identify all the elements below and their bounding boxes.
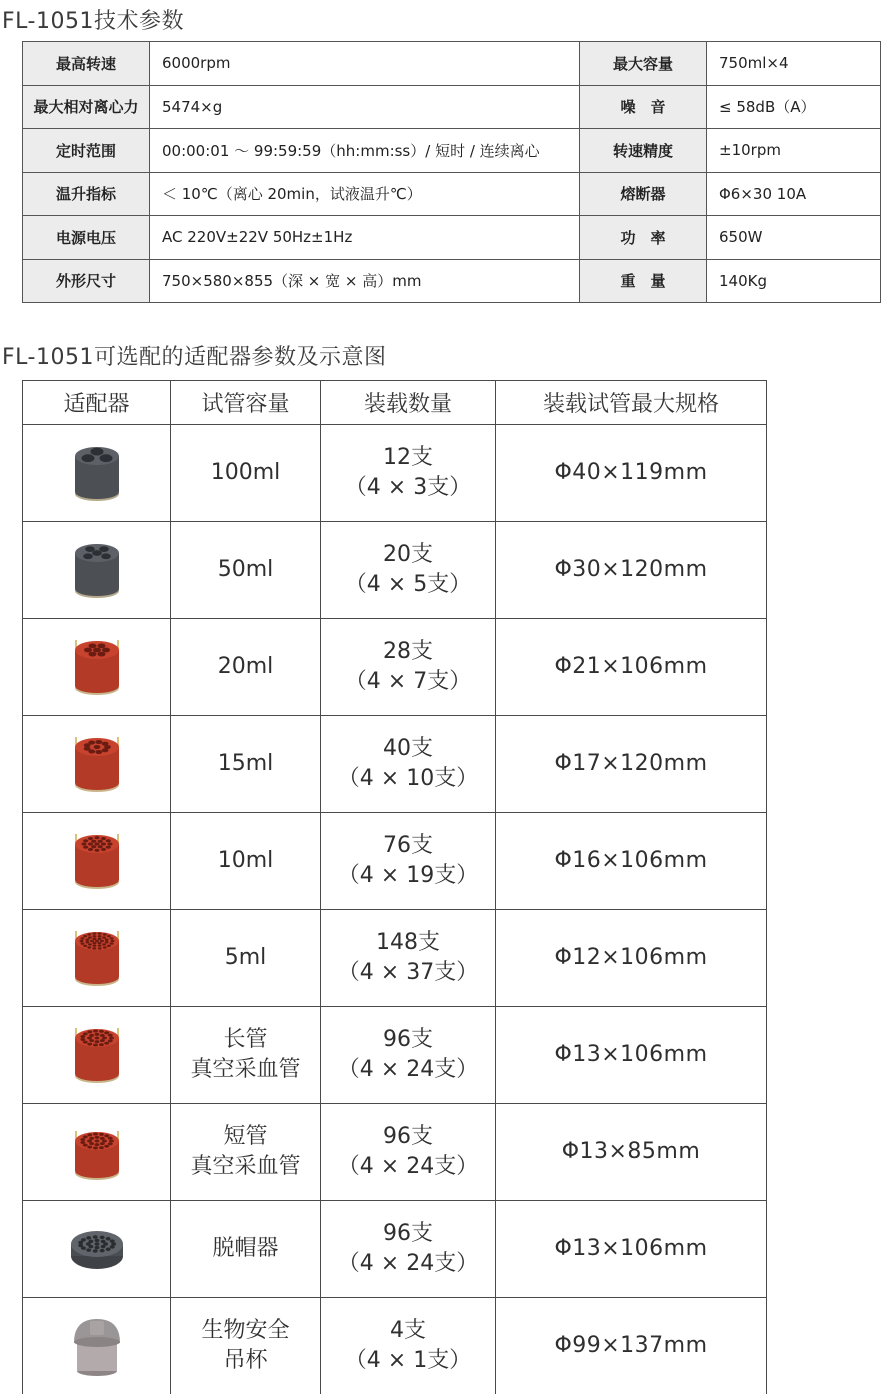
capacity-text: 短管: [223, 1124, 268, 1149]
adapter-red-37hole-icon: [62, 923, 132, 993]
adapter-red-24hole-long-icon: [62, 1020, 132, 1090]
spec-label: 定时范围: [23, 129, 150, 173]
spec-value: 5474×g: [150, 85, 580, 129]
spec-value: Φ6×30 10A: [707, 172, 881, 216]
capacity-text: 10ml: [217, 848, 274, 873]
count-cell: [321, 910, 496, 1007]
max-spec-cell: Φ30×120mm: [496, 522, 767, 619]
count-total: 4支: [390, 1318, 426, 1343]
adapter-row: [23, 619, 767, 716]
spec-value: 140Kg: [707, 259, 881, 303]
count-cell: [321, 1007, 496, 1104]
count-detail: （4 × 24支）: [337, 1154, 479, 1179]
adapter-image-cell: [23, 1298, 171, 1394]
count-detail: （4 × 24支）: [337, 1251, 479, 1276]
capacity-text: 真空采血管: [190, 1154, 301, 1179]
adapter-image-cell: [23, 522, 171, 619]
count-total: 96支: [383, 1124, 433, 1149]
max-spec-cell: Φ13×85mm: [496, 1104, 767, 1201]
count-total: 76支: [383, 833, 433, 858]
capacity-cell: [171, 1298, 321, 1394]
adapter-row: [23, 1007, 767, 1104]
spec-label: 熔断器: [580, 172, 707, 216]
header-adapter: 适配器: [23, 381, 171, 425]
count-detail: （4 × 24支）: [337, 1057, 479, 1082]
adapter-red-10hole-icon: [62, 729, 132, 799]
count-cell: [321, 1298, 496, 1394]
adapter-row: [23, 1201, 767, 1298]
spec-value: 6000rpm: [150, 42, 580, 86]
adapter-row: [23, 425, 767, 522]
adapter-red-19hole-icon: [62, 826, 132, 896]
adapter-image-cell: [23, 1201, 171, 1298]
adapter-image-cell: [23, 1104, 171, 1201]
spec-value: AC 220V±22V 50Hz±1Hz: [150, 216, 580, 260]
count-detail: （4 × 1支）: [344, 1348, 472, 1373]
count-cell: [321, 716, 496, 813]
spec-label: 最大相对离心力: [23, 85, 150, 129]
spec-value: 00:00:01 ～ 99:59:59（hh:mm:ss）/ 短时 / 连续离心: [150, 129, 580, 173]
spec-value: 750ml×4: [707, 42, 881, 86]
adapter-row: [23, 910, 767, 1007]
capacity-text: 15ml: [217, 751, 274, 776]
adapter-image-cell: [23, 813, 171, 910]
adapter-row: [23, 1298, 767, 1394]
adapter-row: [23, 1104, 767, 1201]
capacity-text: 50ml: [217, 557, 274, 582]
header-count: 装载数量: [321, 381, 496, 425]
capacity-cell: [171, 813, 321, 910]
adapter-table: [22, 380, 767, 1394]
header-capacity: 试管容量: [171, 381, 321, 425]
capacity-cell: [171, 1104, 321, 1201]
capacity-text: 100ml: [210, 460, 281, 485]
max-spec-cell: Φ16×106mm: [496, 813, 767, 910]
count-total: 148支: [376, 930, 440, 955]
count-detail: （4 × 10支）: [337, 766, 479, 791]
count-cell: [321, 522, 496, 619]
max-spec-cell: Φ12×106mm: [496, 910, 767, 1007]
capacity-cell: [171, 716, 321, 813]
decapper-gray-icon: [62, 1214, 132, 1284]
capacity-cell: [171, 619, 321, 716]
max-spec-cell: Φ13×106mm: [496, 1007, 767, 1104]
count-cell: [321, 813, 496, 910]
count-cell: [321, 619, 496, 716]
adapter-gray-5hole-icon: [62, 535, 132, 605]
adapter-table-header: [23, 381, 767, 425]
spec-label: 最大容量: [580, 42, 707, 86]
adapter-row: [23, 716, 767, 813]
spec-table: [22, 41, 881, 303]
spec-label: 功 率: [580, 216, 707, 260]
count-total: 12支: [383, 445, 433, 470]
capacity-text: 吊杯: [223, 1348, 268, 1373]
spec-label: 电源电压: [23, 216, 150, 260]
max-spec-cell: Φ13×106mm: [496, 1201, 767, 1298]
capacity-text: 脱帽器: [212, 1236, 279, 1261]
adapter-image-cell: [23, 1007, 171, 1104]
adapter-image-cell: [23, 910, 171, 1007]
adapter-red-7hole-icon: [62, 632, 132, 702]
adapter-red-24hole-short-icon: [62, 1117, 132, 1187]
spec-section-title: FL-1051技术参数: [2, 9, 184, 34]
adapter-image-cell: [23, 716, 171, 813]
header-max-spec: 装载试管最大规格: [496, 381, 767, 425]
adapter-image-cell: [23, 425, 171, 522]
spec-row: [23, 172, 881, 216]
spec-value: 650W: [707, 216, 881, 260]
adapter-image-cell: [23, 619, 171, 716]
spec-row: [23, 129, 881, 173]
capacity-cell: [171, 1007, 321, 1104]
spec-label: 外形尺寸: [23, 259, 150, 303]
spec-value: 750×580×855（深 × 宽 × 高）mm: [150, 259, 580, 303]
spec-row: [23, 216, 881, 260]
count-detail: （4 × 3支）: [344, 475, 472, 500]
spec-value: ≤ 58dB（A）: [707, 85, 881, 129]
capacity-text: 真空采血管: [190, 1057, 301, 1082]
count-total: 96支: [383, 1027, 433, 1052]
capacity-text: 5ml: [224, 945, 267, 970]
capacity-cell: [171, 522, 321, 619]
count-total: 20支: [383, 542, 433, 567]
count-detail: （4 × 37支）: [337, 960, 479, 985]
capacity-text: 长管: [223, 1027, 268, 1052]
count-detail: （4 × 19支）: [337, 863, 479, 888]
biosafety-bucket-icon: [62, 1311, 132, 1381]
adapter-row: [23, 813, 767, 910]
count-cell: [321, 425, 496, 522]
capacity-text: 20ml: [217, 654, 274, 679]
spec-value: ＜ 10℃（离心 20min，试液温升℃）: [150, 172, 580, 216]
spec-label: 温升指标: [23, 172, 150, 216]
adapter-row: [23, 522, 767, 619]
count-total: 40支: [383, 736, 433, 761]
spec-row: [23, 259, 881, 303]
max-spec-cell: Φ99×137mm: [496, 1298, 767, 1394]
spec-label: 转速精度: [580, 129, 707, 173]
max-spec-cell: Φ21×106mm: [496, 619, 767, 716]
spec-label: 噪 音: [580, 85, 707, 129]
max-spec-cell: Φ40×119mm: [496, 425, 767, 522]
count-detail: （4 × 7支）: [344, 669, 472, 694]
count-cell: [321, 1104, 496, 1201]
count-cell: [321, 1201, 496, 1298]
capacity-text: 生物安全: [201, 1318, 290, 1343]
spec-row: [23, 85, 881, 129]
adapter-section-title: FL-1051可选配的适配器参数及示意图: [2, 345, 387, 370]
adapter-gray-4hole-icon: [62, 438, 132, 508]
max-spec-cell: Φ17×120mm: [496, 716, 767, 813]
capacity-cell: [171, 425, 321, 522]
spec-label: 重 量: [580, 259, 707, 303]
count-detail: （4 × 5支）: [344, 572, 472, 597]
spec-label: 最高转速: [23, 42, 150, 86]
count-total: 96支: [383, 1221, 433, 1246]
capacity-cell: [171, 1201, 321, 1298]
spec-value: ±10rpm: [707, 129, 881, 173]
count-total: 28支: [383, 639, 433, 664]
spec-row: [23, 42, 881, 86]
capacity-cell: [171, 910, 321, 1007]
